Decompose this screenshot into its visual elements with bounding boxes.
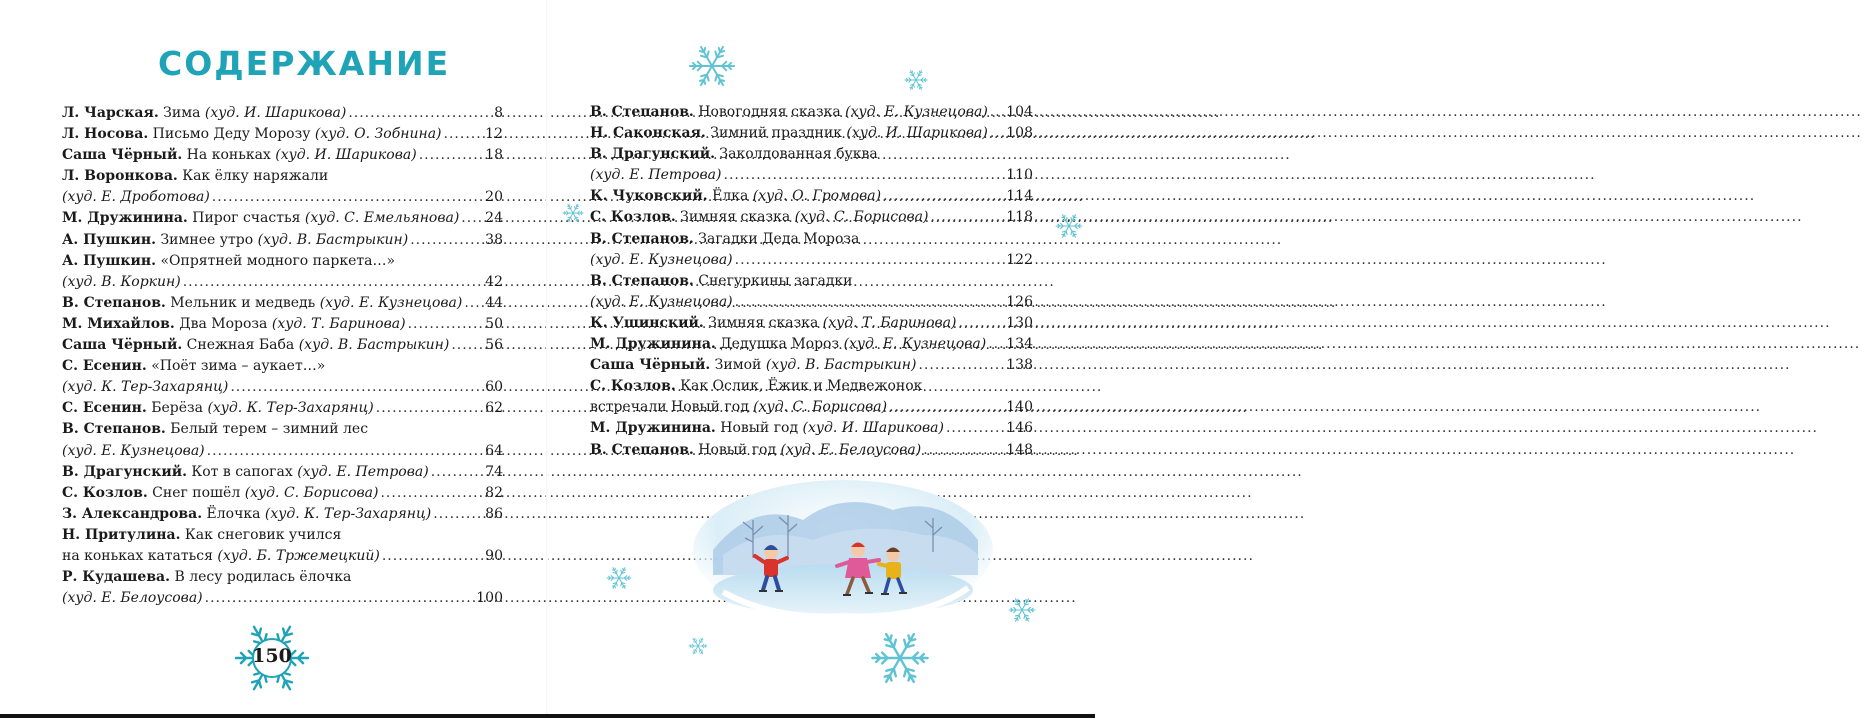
toc-illustrator: (худ. Т. Баринова): [271, 315, 406, 332]
toc-line: [590, 271, 1033, 292]
toc-page-number: 44: [485, 294, 503, 311]
toc-title: Заколдованная буква: [714, 146, 878, 163]
toc-line: [590, 397, 1033, 418]
toc-page-number: 50: [485, 315, 503, 332]
toc-title: Ёлка: [707, 188, 753, 205]
dot-leader: [207, 441, 484, 462]
toc-illustrator: (худ. Е. Петрова): [297, 463, 429, 480]
toc-line: [62, 314, 503, 335]
dot-leader: [382, 546, 483, 567]
toc-line: [590, 186, 1033, 207]
dot-leader: [380, 483, 483, 504]
toc-illustrator: (худ. Б. Тржемецкий): [217, 547, 380, 564]
toc-title: «Поёт зима – аукает…»: [146, 358, 326, 375]
dot-leader: [419, 145, 483, 166]
toc-title: В лесу родилась ёлочка: [170, 569, 352, 586]
toc-illustrator: (худ. С. Борисова): [794, 209, 929, 226]
snowflake-icon: [904, 68, 928, 92]
dot-leader: [923, 440, 1004, 461]
toc-title: Зимнее утро: [156, 231, 258, 248]
toc-page-number: 110: [1006, 167, 1033, 184]
toc-line: [62, 377, 503, 398]
toc-line: [62, 208, 503, 229]
toc-page-number: 60: [485, 379, 503, 396]
toc-author: Н. Притулина.: [62, 526, 181, 543]
toc-page-number: 108: [1006, 125, 1033, 142]
toc-illustrator: (худ. И. Шарикова): [846, 125, 988, 142]
toc-illustrator: (худ. Е. Белоусова): [62, 590, 203, 607]
toc-illustrator: (худ. Т. Баринова): [822, 314, 957, 331]
toc-illustrator: (худ. И. Шарикова): [204, 105, 347, 121]
toc-author: Л. Носова.: [62, 126, 149, 143]
toc-line: [590, 440, 1033, 461]
dot-leader: [724, 165, 1005, 186]
toc-author: Н. Саконская.: [590, 125, 706, 142]
toc-illustrator: (худ. В. Бастрыкин): [257, 231, 409, 248]
toc-page-number: 134: [1006, 336, 1033, 353]
toc-line: [590, 144, 1033, 165]
toc-line: [590, 229, 1033, 250]
dot-leader: [889, 397, 1004, 418]
toc-line: [62, 166, 503, 187]
toc-line: [62, 398, 503, 419]
toc-page-number: 8: [494, 105, 503, 121]
toc-line: [590, 250, 1033, 271]
dot-leader: [230, 377, 483, 398]
toc-page-number: 24: [485, 210, 503, 227]
toc-page-number: 74: [485, 463, 503, 480]
toc-author: М. Дружинина.: [62, 210, 188, 227]
toc-page-number: 82: [485, 484, 503, 501]
toc-page-number: 62: [485, 400, 503, 417]
toc-illustrator: (худ. В. Коркин): [62, 273, 181, 290]
dot-leader: [431, 462, 483, 483]
toc-page-number: 138: [1006, 357, 1033, 374]
dot-leader: [410, 230, 483, 251]
toc-author: З. Александрова.: [62, 505, 203, 522]
toc-title: Как снеговик учился: [180, 526, 342, 543]
toc-author: В. Степанов.: [62, 294, 166, 311]
dot-leader: [183, 272, 483, 293]
toc-line: [62, 567, 503, 588]
toc-author: М. Дружинина.: [590, 420, 716, 437]
dot-leader: [930, 207, 1004, 228]
toc-line: [62, 588, 503, 609]
toc-illustrator: (худ. О. Зобнина): [314, 126, 442, 143]
toc-title: Два Мороза: [174, 315, 272, 332]
toc-title: «Опрятней модного паркета…»: [156, 252, 396, 269]
toc-illustrator: (худ. Е. Дроботова): [62, 189, 210, 206]
toc-line: [590, 102, 1033, 123]
toc-illustrator: (худ. О. Громова): [752, 188, 882, 205]
toc-page-number: 130: [1006, 314, 1033, 331]
toc-line: [62, 525, 503, 546]
toc-author: В. Степанов.: [590, 441, 694, 458]
toc-author: С. Есенин.: [62, 358, 147, 375]
page-number-badge: [234, 620, 310, 696]
toc-line: [590, 207, 1033, 228]
toc-author: С. Есенин.: [62, 400, 147, 417]
toc-illustrator: (худ. К. Тер-Захарянц): [62, 379, 229, 396]
toc-line: [62, 419, 503, 440]
toc-page-number: 146: [1006, 420, 1033, 437]
dot-leader: [451, 335, 483, 356]
toc-title: Как ёлку наряжали: [177, 168, 329, 185]
toc-title: Дедушка Мороз: [715, 336, 844, 353]
toc-line: [62, 293, 503, 314]
toc-line: [590, 313, 1033, 334]
toc-illustrator: (худ. С. Борисова): [244, 484, 379, 501]
toc-line: [62, 272, 503, 293]
toc-author: С. Козлов.: [62, 484, 148, 501]
toc-line: [590, 376, 1033, 397]
snowflake-icon: [562, 202, 584, 224]
toc-title: Снежная Баба: [182, 337, 299, 354]
toc-author: А. Пушкин.: [62, 231, 156, 248]
toc-title: Зимой: [710, 357, 766, 374]
toc-line: [62, 335, 503, 356]
dot-leader: [464, 293, 483, 314]
toc-title: Как Ослик, Ёжик и Медвежонок: [675, 378, 923, 395]
toc-title: на коньках кататься: [62, 547, 218, 564]
toc-title: Снегуркины загадки: [693, 272, 853, 289]
toc-illustrator: (худ. Е. Белоусова): [780, 441, 922, 458]
toc-line: [590, 292, 1033, 313]
toc-illustrator: (худ. Е. Кузнецова): [590, 251, 733, 268]
toc-title: Зимняя сказка: [703, 314, 823, 331]
toc-left-column: [62, 103, 503, 609]
bottom-rule: [0, 714, 1095, 718]
dot-leader: [205, 588, 475, 609]
toc-page-number: 104: [1006, 104, 1033, 120]
toc-illustrator: (худ. Е. Кузнецова): [845, 104, 988, 120]
toc-line: [62, 145, 503, 166]
toc-page-number: 118: [1006, 209, 1033, 226]
toc-illustrator: (худ. Е. Кузнецова): [319, 294, 463, 311]
toc-author: Саша Чёрный.: [62, 147, 183, 164]
dot-leader: [461, 208, 483, 229]
toc-line: [590, 355, 1033, 376]
toc-illustrator: (худ. И. Шарикова): [802, 420, 944, 437]
dot-leader: [883, 186, 1004, 207]
toc-author: В. Степанов.: [62, 421, 166, 438]
toc-illustrator: (худ. Е. Кузнецова): [62, 442, 205, 459]
toc-author: В. Степанов.: [590, 104, 694, 120]
dot-leader: [735, 250, 1005, 271]
snowflake-icon: [1055, 212, 1083, 240]
toc-illustrator: (худ. К. Тер-Захарянц): [264, 505, 432, 522]
toc-title: Загадки Деда Мороза: [693, 230, 860, 247]
toc-line: [590, 418, 1033, 439]
left-page: [0, 0, 547, 718]
toc-page-number: 86: [485, 505, 503, 522]
toc-line: [590, 165, 1033, 186]
dot-leader: [433, 504, 483, 525]
toc-line: [62, 504, 503, 525]
toc-title: Зимняя сказка: [675, 209, 795, 226]
dot-leader: [444, 124, 484, 145]
toc-page-number: 140: [1006, 399, 1033, 416]
toc-illustrator: (худ. Е. Кузнецова): [590, 293, 733, 310]
toc-page-number: 148: [1006, 441, 1033, 458]
toc-page-number: 18: [485, 147, 503, 164]
toc-author: В. Степанов.: [590, 230, 694, 247]
toc-title: Кот в сапогах: [186, 463, 298, 480]
toc-title: Письмо Деду Морозу: [148, 126, 315, 143]
toc-line: [62, 441, 503, 462]
toc-title: Зимний праздник: [705, 125, 847, 142]
toc-illustrator: (худ. В. Бастрыкин): [298, 337, 450, 354]
toc-page-number: 126: [1006, 293, 1033, 310]
toc-page-number: 20: [485, 189, 503, 206]
toc-right-column: [590, 102, 1033, 461]
toc-line: [62, 483, 503, 504]
toc-page-number: 38: [485, 231, 503, 248]
toc-title: Белый терем – зимний лес: [165, 421, 369, 438]
snowflake-icon: [688, 42, 736, 90]
toc-title: Новогодняя сказка: [693, 104, 846, 120]
toc-line: [62, 356, 503, 377]
dot-leader: [946, 418, 1004, 439]
dot-leader: [735, 292, 1005, 313]
snowflake-icon: [688, 636, 708, 656]
toc-title: Берёза: [146, 400, 208, 417]
toc-illustrator: (худ. В. Бастрыкин): [765, 357, 917, 374]
toc-title: Снег пошёл: [147, 484, 245, 501]
toc-title: На коньках: [182, 147, 276, 164]
page-number: 150: [252, 645, 292, 667]
toc-line: [62, 103, 503, 124]
toc-illustrator: (худ. С. Борисова): [753, 399, 888, 416]
toc-author: В. Степанов.: [590, 272, 694, 289]
snowflake-icon: [870, 628, 930, 688]
toc-author: Саша Чёрный.: [590, 357, 711, 374]
toc-author: В. Драгунский.: [62, 463, 187, 480]
toc-line: [590, 334, 1033, 355]
dot-leader: [376, 398, 483, 419]
toc-line: [590, 123, 1033, 144]
dot-leader: [990, 123, 1004, 144]
dot-leader: [959, 313, 1005, 334]
toc-page-number: 114: [1006, 188, 1033, 205]
toc-illustrator: (худ. С. Емельянова): [304, 210, 460, 227]
toc-line: [62, 546, 503, 567]
dot-leader: [918, 355, 1004, 376]
toc-title: Мельник и медведь: [165, 294, 320, 311]
toc-author: М. Михайлов.: [62, 315, 175, 332]
toc-title: Зима: [158, 105, 205, 121]
toc-line: [62, 462, 503, 483]
toc-line: [62, 251, 503, 272]
toc-title: Пирог счастья: [187, 210, 305, 227]
toc-page-number: 42: [485, 273, 503, 290]
toc-illustrator: (худ. К. Тер-Захарянц): [207, 400, 374, 417]
skating-children-illustration: [693, 480, 993, 620]
dot-leader: [348, 103, 492, 124]
toc-author: А. Пушкин.: [62, 252, 156, 269]
toc-page-number: 90: [485, 547, 503, 564]
toc-page-number: 122: [1006, 251, 1033, 268]
toc-line: [62, 230, 503, 251]
dot-leader: [990, 102, 1004, 123]
dot-leader: [212, 187, 483, 208]
toc-illustrator: (худ. Е. Кузнецова): [843, 336, 987, 353]
toc-title: Новый год: [715, 420, 803, 437]
toc-title: встречали Новый год: [590, 399, 754, 416]
toc-author: К. Чуковский.: [590, 188, 708, 205]
toc-page-number: 12: [485, 126, 503, 143]
toc-author: К. Ушинский.: [590, 314, 704, 331]
toc-page-number: 64: [485, 442, 503, 459]
page-title: СОДЕРЖАНИЕ: [158, 44, 451, 83]
toc-author: С. Козлов.: [590, 209, 676, 226]
toc-author: Л. Чарская.: [62, 105, 159, 121]
toc-line: [62, 124, 503, 145]
toc-title: Новый год: [693, 441, 781, 458]
toc-author: В. Драгунский.: [590, 146, 715, 163]
toc-author: Л. Воронкова.: [62, 168, 178, 185]
toc-author: М. Дружинина.: [590, 336, 716, 353]
toc-author: С. Козлов.: [590, 378, 676, 395]
snowflake-icon: [1008, 596, 1036, 624]
toc-page-number: 56: [485, 337, 503, 354]
toc-author: Р. Кудашева.: [62, 569, 171, 586]
toc-illustrator: (худ. И. Шарикова): [275, 147, 417, 164]
dot-leader: [408, 314, 484, 335]
dot-leader: [988, 334, 1004, 355]
toc-illustrator: (худ. Е. Петрова): [590, 167, 722, 184]
toc-title: Ёлочка: [202, 505, 265, 522]
snowflake-icon: [606, 565, 632, 591]
toc-author: Саша Чёрный.: [62, 337, 183, 354]
toc-line: [62, 187, 503, 208]
toc-page-number: 100: [476, 590, 503, 607]
